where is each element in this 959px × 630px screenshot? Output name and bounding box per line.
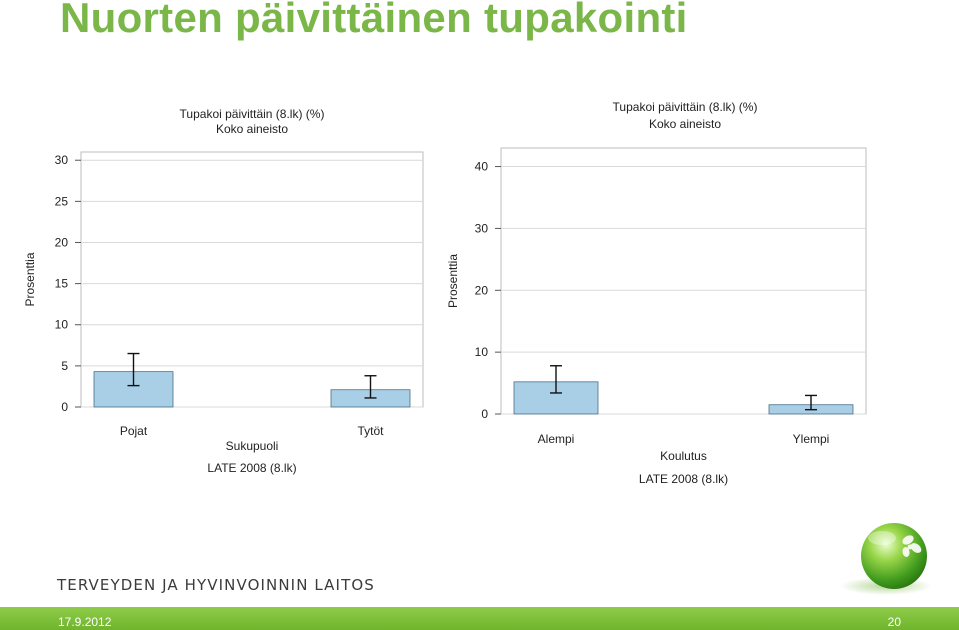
category-label: Tytöt [357,424,384,438]
y-tick-label: 25 [54,194,68,209]
y-tick-label: 40 [474,159,488,174]
category-label: Ylempi [792,432,830,446]
slide-title: Nuorten päivittäinen tupakointi [60,0,688,41]
y-tick-label: 30 [54,153,68,168]
x-axis-label: Sukupuoli [225,439,279,453]
y-tick-label: 20 [54,235,68,250]
y-tick-label: 30 [474,221,488,236]
organization-name: TERVEYDEN JA HYVINVOINNIN LAITOS [57,576,375,594]
footer-bar [0,607,959,630]
y-tick-label: 0 [61,400,68,414]
chart-caption: LATE 2008 (8.lk) [638,472,729,486]
y-tick-label: 0 [481,407,488,421]
y-tick-label: 5 [61,358,68,373]
chart-title: Tupakoi päivittäin (8.lk) (%) [179,107,325,121]
chart-title: Tupakoi päivittäin (8.lk) (%) [612,100,758,114]
y-tick-label: 10 [474,345,488,360]
chart-subtitle: Koko aineisto [648,117,722,131]
y-axis-label: Prosenttia [23,252,37,307]
category-label: Pojat [119,424,148,438]
thl-logo-icon [836,518,936,598]
category-label: Alempi [537,432,575,446]
chart-caption: LATE 2008 (8.lk) [207,461,297,475]
x-axis-label: Koulutus [660,449,707,463]
footer-date: 17.9.2012 [58,615,112,629]
page-number: 20 [887,615,901,629]
y-tick-label: 20 [474,283,488,298]
y-axis-label: Prosenttia [446,253,460,309]
plot-frame [81,152,423,407]
y-tick-label: 10 [54,317,68,332]
y-tick-label: 15 [54,276,68,291]
chart-subtitle: Koko aineisto [215,122,289,136]
